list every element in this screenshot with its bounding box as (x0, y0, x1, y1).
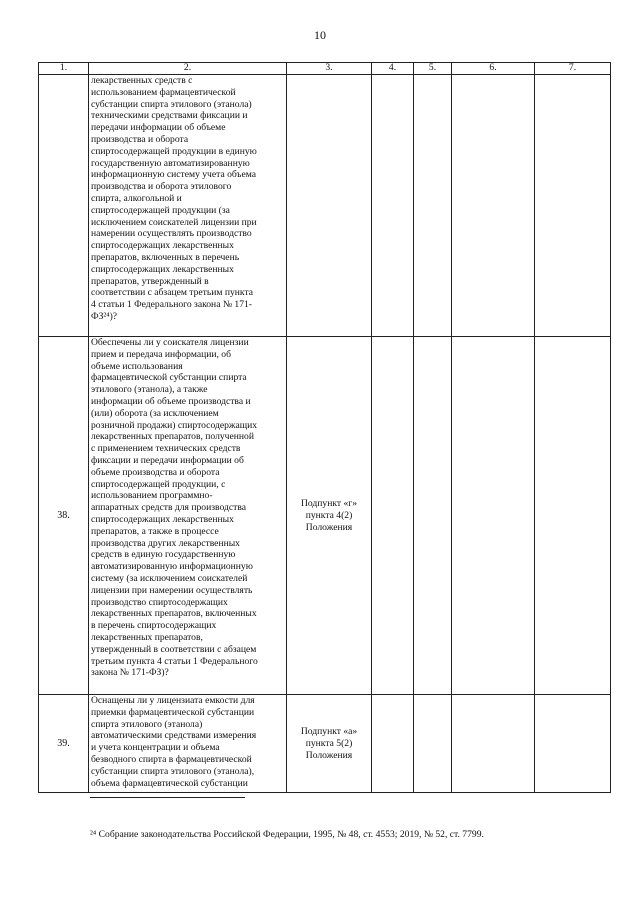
question-line: средств в единую государственную (91, 549, 236, 561)
answer-cell (372, 695, 414, 793)
question-line: субстанции спирта этилового (этанола), (91, 765, 255, 777)
answer-cell (372, 337, 414, 695)
answer-cell (535, 695, 611, 793)
question-cell (89, 695, 287, 793)
question-line: и учета концентрации и объема (91, 742, 220, 754)
question-line: этилового (этанола), а также (91, 384, 208, 396)
reference-cell: Подпункт «г» пункта 4(2) Положения (287, 337, 372, 695)
column-header: 7. (535, 63, 611, 75)
question-cell (89, 337, 287, 695)
row-number: 38. (39, 337, 89, 695)
question-line: соответствии с абзацем третьим пункта (91, 287, 254, 299)
question-line: третьим пункта 4 статьи 1 Федерального (91, 655, 258, 667)
question-line: использованием фармацевтической (91, 86, 236, 98)
question-line: автоматизированную информационную (91, 561, 253, 573)
question-line: в перечень спиртосодержащих (91, 620, 217, 632)
question-line: объема фармацевтической субстанции (91, 777, 248, 789)
question-line: 4 статьи 1 Федерального закона № 171- (91, 299, 252, 311)
question-line: препаратов, включенных в перечень (91, 251, 240, 263)
question-line: производства других лекарственных (91, 537, 240, 549)
question-line: Оснащены ли у лицензиата емкости для (91, 695, 255, 706)
question-line: спиртосодержащей продукции (за (91, 204, 230, 216)
question-line: субстанции спирта этилового (этанола) (91, 98, 252, 110)
question-line: спиртосодержащей продукции в единую (91, 145, 257, 157)
question-line: спирта этилового (этанола) (91, 718, 203, 730)
table-row (39, 337, 611, 695)
question-line: систему (за исключением соискателей (91, 572, 248, 584)
column-header: 2. (89, 63, 287, 75)
reference-cell (287, 75, 372, 337)
question-line: фиксации и передачи информации об (91, 454, 244, 466)
answer-cell (414, 75, 452, 337)
question-line: спиртосодержащей продукции, с (91, 478, 226, 490)
question-line: ФЗ²⁴)? (91, 310, 118, 322)
row-number: 39. (39, 695, 89, 793)
footnote-separator (90, 797, 245, 798)
column-header: 5. (414, 63, 452, 75)
question-line: государственную автоматизированную (91, 157, 250, 169)
question-line: лекарственных средств с (91, 75, 193, 86)
question-line: автоматическими средствами измерения (91, 730, 257, 742)
question-line: лицензии при намерении осуществлять (91, 584, 253, 596)
question-line: приемки фармацевтической субстанции (91, 706, 255, 718)
answer-cell (414, 695, 452, 793)
answer-cell (452, 75, 535, 337)
question-line: прием и передача информации, об (91, 348, 231, 360)
question-line: информации об объеме производства и (91, 395, 251, 407)
question-line: передачи информации об объеме (91, 122, 226, 134)
question-line: использованием программно- (91, 490, 213, 502)
question-line: производства и оборота этилового (91, 181, 232, 193)
question-line: исключением соискателей лицензии при (91, 216, 257, 228)
answer-cell (372, 75, 414, 337)
checklist-table (38, 62, 611, 793)
question-line: лекарственных препаратов, включенных (91, 608, 257, 620)
row-number (39, 75, 89, 337)
question-cell (89, 75, 287, 337)
column-header: 4. (372, 63, 414, 75)
question-line: спиртосодержащих лекарственных (91, 263, 234, 275)
column-header: 6. (452, 63, 535, 75)
column-header: 3. (287, 63, 372, 75)
question-line: препаратов, а также в процессе (91, 525, 219, 537)
question-line: лекарственных препаратов, полученной (91, 431, 254, 443)
question-line: Обеспечены ли у соискателя лицензии (91, 337, 249, 348)
question-line: объеме производства и оборота (91, 466, 220, 478)
question-line: спиртосодержащих лекарственных (91, 513, 234, 525)
question-line: фармацевтической субстанции спирта (91, 372, 247, 384)
answer-cell (535, 75, 611, 337)
question-line: техническими средствами фиксации и (91, 110, 248, 122)
footnote: ²⁴ Собрание законодательства Российской Федерации, 1995, № 48, ст. 4553; 2019, № 52, ст. 7799. (90, 829, 484, 840)
answer-cell (414, 337, 452, 695)
table-row (39, 695, 611, 793)
table-row (39, 75, 611, 337)
table-header-row (39, 63, 611, 75)
question-line: спирта, алкогольной и (91, 192, 182, 204)
question-line: производство спиртосодержащих (91, 596, 228, 608)
question-line: препаратов, утвержденный в (91, 275, 209, 287)
question-line: спиртосодержащих лекарственных (91, 240, 234, 252)
question-line: утвержденный в соответствии с абзацем (91, 643, 257, 655)
question-line: розничной продажи) спиртосодержащих (91, 419, 258, 431)
question-line: аппаратных средств для производства (91, 502, 246, 514)
page-number: 10 (314, 28, 326, 42)
answer-cell (452, 337, 535, 695)
answer-cell (535, 337, 611, 695)
question-line: закона № 171-ФЗ)? (91, 667, 169, 679)
question-line: информационную систему учета объема (91, 169, 257, 181)
question-line: лекарственных препаратов, (91, 631, 203, 643)
question-line: намерении осуществлять производство (91, 228, 252, 240)
answer-cell (452, 695, 535, 793)
reference-cell: Подпункт «а» пункта 5(2) Положения (287, 695, 372, 793)
question-line: производства и оборота (91, 133, 189, 145)
question-line: безводного спирта в фармацевтической (91, 753, 252, 765)
question-line: с применением технических средств (91, 443, 241, 455)
question-line: (или) оборота (за исключением (91, 407, 219, 419)
question-line: объеме использования (91, 360, 183, 372)
column-header: 1. (39, 63, 89, 75)
